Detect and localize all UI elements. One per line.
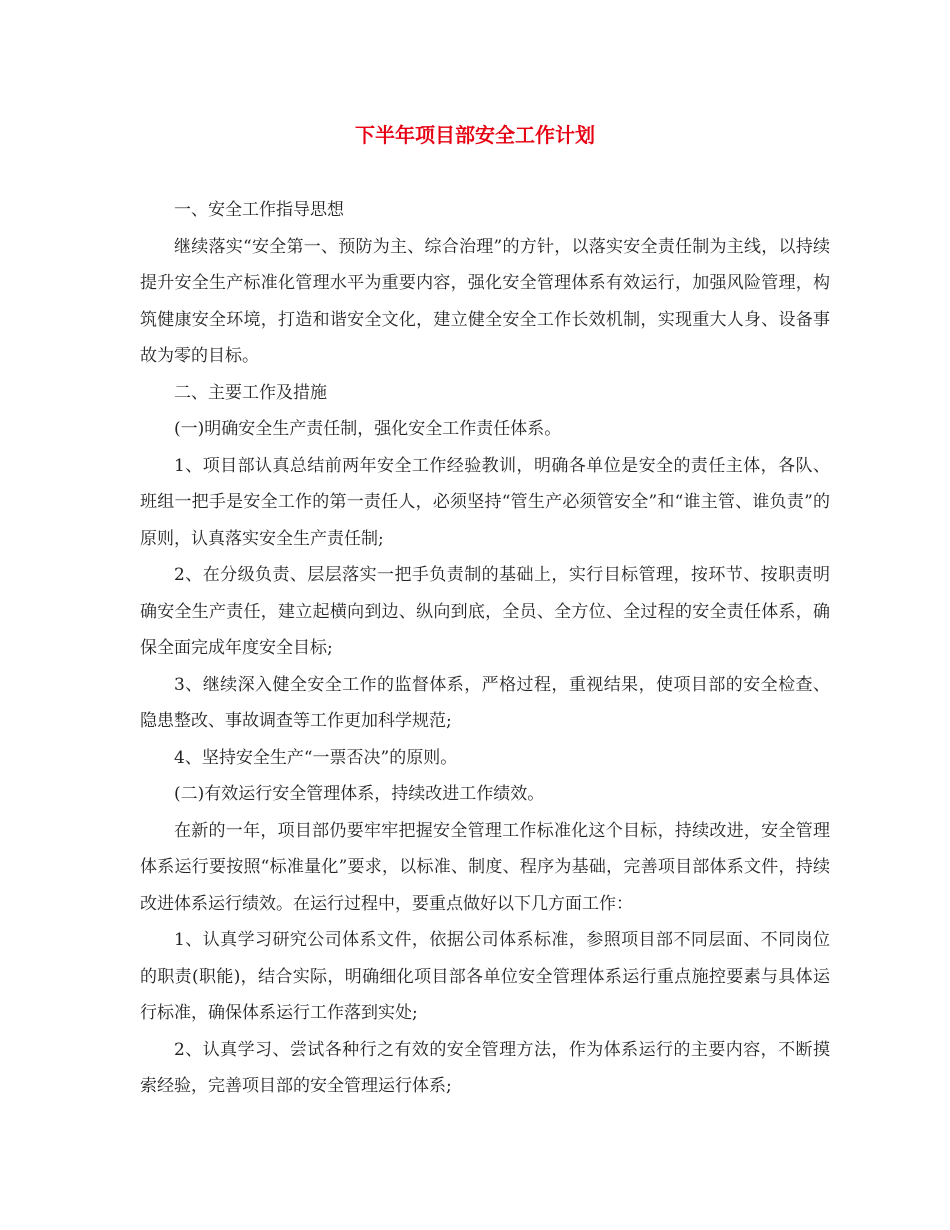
subsection-heading-management-system: (二)有效运行安全管理体系，持续改进工作绩效。: [174, 784, 545, 804]
document-title: 下半年项目部安全工作计划: [355, 123, 595, 147]
paragraph-management-system: 在新的一年，项目部仍要牢牢把握安全管理工作标准化这个目标，持续改进，安全管理体系运行要按照“标准量化”要求，以标准、制度、程序为基础，完善项目部体系文件，持续改进体系运行绩效。在运行过程中，要重点做好以下几方面工作：: [140, 820, 830, 914]
list-item-management-system-2: 2、认真学习、尝试各种行之有效的安全管理方法，作为体系运行的主要内容，不断摸索经验，完善项目部的安全管理运行体系;: [140, 1039, 830, 1096]
document-body: [140, 192, 830, 1105]
list-item-responsibility-1: 1、项目部认真总结前两年安全工作经验教训，明确各单位是安全的责任主体，各队、班组一把手是安全工作的第一责任人，必须坚持“管生产必须管安全”和“谁主管、谁负责”的原则，认真落实安全生产责任制;: [140, 455, 830, 549]
section-heading-guiding-principle: 一、安全工作指导思想: [174, 200, 344, 220]
paragraph-guiding-principle: 继续落实“安全第一、预防为主、综合治理”的方针，以落实安全责任制为主线，以持续提升安全生产标准化管理水平为重要内容，强化安全管理体系有效运行，加强风险管理，构筑健康安全环境，打造和谐安全文化，建立健全安全工作长效机制，实现重大人身、设备事故为零的目标。: [140, 236, 830, 366]
subsection-heading-responsibility: (一)明确安全生产责任制，强化安全工作责任体系。: [174, 419, 562, 439]
section-heading-main-work: 二、主要工作及措施: [174, 382, 327, 403]
list-item-responsibility-3: 3、继续深入健全安全工作的监督体系，严格过程，重视结果，使项目部的安全检查、隐患整改、事故调查等工作更加科学规范;: [140, 674, 830, 731]
list-item-responsibility-4: 4、坚持安全生产“一票否决”的原则。: [174, 747, 458, 768]
list-item-management-system-1: 1、认真学习研究公司体系文件，依据公司体系标准，参照项目部不同层面、不同岗位的职责(职能)，结合实际，明确细化项目部各单位安全管理体系运行重点施控要素与具体运行标准，确保体系运行工作落到实处;: [140, 930, 830, 1023]
list-item-responsibility-2: 2、在分级负责、层层落实一把手负责制的基础上，实行目标管理，按环节、按职责明确安全生产责任，建立起横向到边、纵向到底，全员、全方位、全过程的安全责任体系，确保全面完成年度安全目标;: [140, 565, 830, 658]
